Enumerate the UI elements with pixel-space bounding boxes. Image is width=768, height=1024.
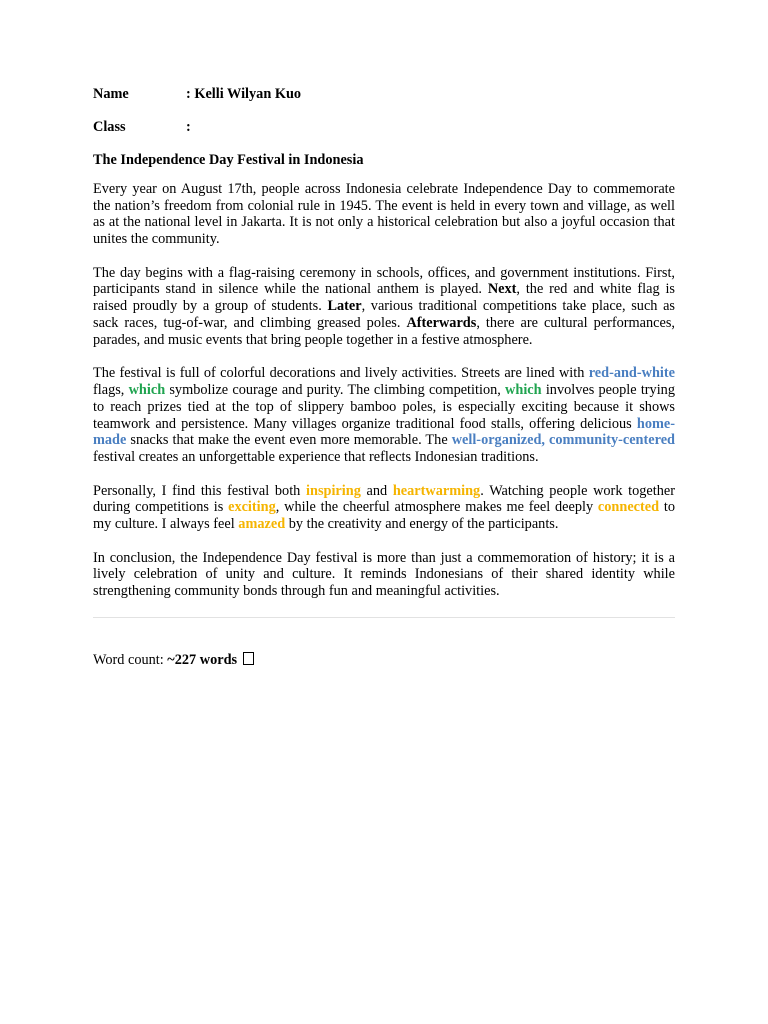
connector-afterwards: Afterwards [406,314,477,331]
class-row [93,119,675,139]
word-count-value: ~227 words [167,651,238,668]
class-label: Class [93,119,126,135]
compound-adjective-home-made: home-made [93,415,675,449]
name-label: Name [93,86,129,102]
text-run: involves people trying to reach prizes tied at the top of slippery bamboo poles, is especially exciting because it shows teamwork and persistence. Many villages organize traditional food stalls, offering delicious [93,381,675,432]
paragraph-intro: Every year on August 17th, people across Indonesia celebrate Independence Day to commemorate the nation’s freedom from colonial rule in 1945. The event is held in every town and village, as well as at the national level in Jakarta. It is not only a historical celebration but also a joyful occasion that unites the community. [93,180,675,248]
feeling-word-exciting: exciting [228,499,276,516]
essay-title: The Independence Day Festival in Indonesia [93,152,364,168]
text-run: . Watching people work together during competitions is [93,482,675,516]
connector-later: Later [327,298,362,315]
paragraph-conclusion: In conclusion, the Independence Day festival is more than just a commemoration of history; it is a lively celebration of unity and culture. It reminds Indonesians of their shared identity while strengthening community bonds through fun and meaningful activities. [93,549,675,600]
paragraph-description [93,365,675,466]
text-run: flags, [93,381,129,398]
text-run: and [360,482,393,499]
text-run: to my culture. I always feel [93,499,675,533]
feeling-word-connected: connected [597,499,660,516]
name-row [93,86,675,106]
feeling-word-heartwarming: heartwarming [392,482,481,499]
class-value: : [186,119,191,135]
name-value: : Kelli Wilyan Kuo [186,86,302,102]
horizontal-divider [93,617,675,618]
relative-pronoun-which: which [505,381,542,398]
compound-adjective-well-organized: well-organized, community-centered [451,432,676,449]
word-count-label: Word count: [93,651,168,668]
word-count [93,652,675,669]
text-run: festival creates an unforgettable experience that reflects Indonesian traditions. [93,449,539,466]
compound-adjective-red-and-white: red-and-white [588,365,675,382]
paragraph-sequence [93,265,675,349]
text-run: , there are cultural performances, parades, and music events that bring people together in a festive atmosphere. [93,314,675,348]
connector-next: Next [487,281,517,298]
text-run: by the creativity and energy of the participants. [285,516,559,533]
text-run: The festival is full of colorful decorations and lively activities. Streets are lined with [93,365,589,382]
text-run: , various traditional competitions take place, such as sack races, tug-of-war, and climbing greased poles. [93,298,675,331]
relative-pronoun-which: which [128,381,166,398]
text-run: , the red and white flag is raised proudly by a group of students. [93,281,675,315]
text-run: , while the cheerful atmosphere makes me feel deeply [275,499,598,516]
paragraph-personal [93,483,675,533]
feeling-word-inspiring: inspiring [306,482,361,499]
check-box-icon [243,652,254,665]
feeling-word-amazed: amazed [238,516,286,533]
document-page [93,86,675,668]
text-run: The day begins with a flag-raising ceremony in schools, offices, and government institutions. First, participants stand in silence while the national anthem is played. [93,264,675,298]
text-run: snacks that make the event even more memorable. The [126,432,452,449]
text-run: symbolize courage and purity. The climbing competition, [165,381,506,398]
text-run: Personally, I find this festival both [93,482,307,499]
